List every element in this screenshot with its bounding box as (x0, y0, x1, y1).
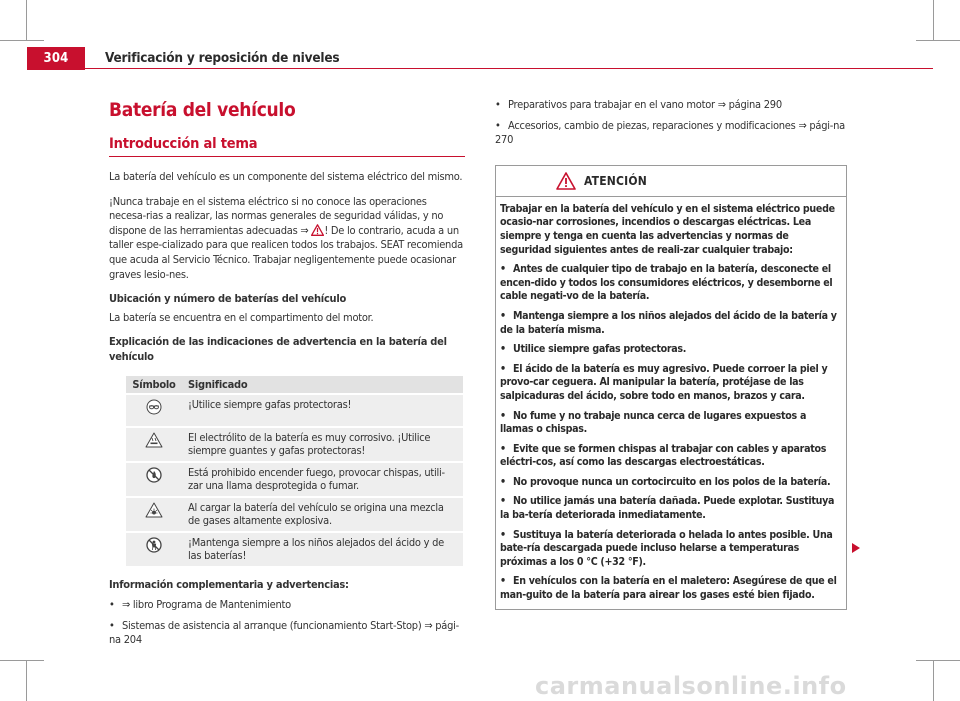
warning-title: ATENCIÓN (584, 173, 647, 188)
right-column (495, 98, 850, 610)
table-cell-meaning: Está prohibido encender fuego, provocar chispas, utili-zar una llama desprotegida o fumar. (182, 463, 463, 496)
table-cell-meaning: ¡Utilice siempre gafas protectoras! (182, 395, 463, 426)
warning-triangle-icon (556, 172, 576, 190)
warning-item: • Antes de cualquier tipo de trabajo en la batería, desconecte el encen-dido y todos los consumidores eléctricos, y desemborne el cable negati-vo de la batería. (500, 263, 842, 304)
warning-item: • No fume y no trabaje nunca cerca de lugares expuestos a llamas o chispas. (500, 410, 842, 437)
table-cell-meaning: Al cargar la batería del vehículo se origina una mezcla de gases altamente explosiva. (182, 498, 463, 531)
symbols-table (126, 374, 463, 568)
table-cell-meaning: ¡Mantenga siempre a los niños alejados del ácido y de las baterías! (182, 533, 463, 566)
list-item[interactable]: • Accesorios, cambio de piezas, reparaciones y modificaciones ⇒ pági-na 270 (495, 119, 850, 148)
warning-item: • Mantenga siempre a los niños alejados del ácido de la batería y de la batería misma. (500, 310, 842, 337)
table-row (126, 498, 463, 531)
crop-mark (0, 660, 44, 661)
table-row (126, 395, 463, 426)
intro-paragraph: La batería del vehículo es un componente del sistema eléctrico del mismo. (109, 170, 463, 183)
warning-box-body (496, 196, 846, 609)
subsection-title: Introducción al tema (109, 135, 465, 157)
crop-mark (26, 0, 27, 40)
battery-location-heading: Ubicación y número de baterías del vehículo (109, 292, 347, 306)
crop-mark (916, 660, 960, 661)
goggles-icon (146, 399, 162, 415)
table-header-row (126, 376, 463, 393)
left-column (109, 98, 465, 648)
warning-item: • Sustituya la batería deteriorada o helada lo antes posible. Una bate-ría descargada puede incluso helarse a temperaturas próximas a los 0 °C (+32 °F). (500, 529, 842, 570)
additional-info-heading: Información complementaria y advertencias: (109, 577, 349, 591)
keep-children-away-icon (146, 537, 162, 553)
warning-item: • No utilice jamás una batería dañada. Puede explotar. Sustituya la ba-tería deteriorada inmediatamente. (500, 495, 842, 522)
crop-mark (933, 661, 934, 701)
watermark: carmanualsonline.info (535, 672, 847, 700)
table-cell-meaning: El electrólito de la batería es muy corrosivo. ¡Utilice siempre guantes y gafas protectoras! (182, 428, 463, 461)
warning-item: • El ácido de la batería es muy agresivo. Puede corroer la piel y provo-car ceguera. Al manipular la batería, protéjase de las salpicaduras del ácido, sobre todo en manos, brazos y cara. (500, 363, 842, 404)
warning-box (495, 165, 847, 610)
crop-mark (0, 40, 44, 41)
list-item[interactable]: • ⇒ libro Programa de Mantenimiento (109, 598, 465, 613)
crop-mark (26, 661, 27, 701)
corrosive-icon (145, 432, 163, 448)
running-header: Verificación y reposición de niveles (105, 50, 340, 66)
warning-item: • No provoque nunca un cortocircuito en los polos de la batería. (500, 476, 842, 490)
list-item[interactable]: • Preparativos para trabajar en el vano motor ⇒ página 290 (495, 98, 850, 113)
warning-item: • Evite que se formen chispas al trabajar con cables y aparatos eléctri-cos, así como las descargas electroestáticas. (500, 443, 842, 470)
warning-paragraph (109, 195, 465, 283)
table-row (126, 428, 463, 461)
table-row (126, 463, 463, 496)
crop-mark (916, 40, 960, 41)
warning-triangle-icon[interactable] (311, 224, 324, 236)
warning-item: • En vehículos con la batería en el maletero: Asegúrese de que el man-guito de la batería para airear los gases esté bien fijado. (500, 575, 842, 602)
battery-labels-heading: Explicación de las indicaciones de advertencia en la batería del vehículo (109, 335, 447, 363)
explosive-icon (145, 502, 163, 518)
battery-location-text: La batería se encuentra en el compartimento del motor. (109, 310, 374, 324)
continue-arrow-icon[interactable] (851, 542, 861, 554)
no-fire-icon (146, 467, 162, 483)
list-item[interactable]: • Sistemas de asistencia al arranque (funcionamiento Start-Stop) ⇒ pági-na 204 (109, 619, 465, 648)
column-header-meaning: Significado (182, 376, 463, 393)
warning-item: • Utilice siempre gafas protectoras. (500, 343, 842, 357)
header-rule (85, 68, 933, 69)
section-title: Batería del vehículo (109, 99, 296, 121)
warning-paragraph-part2: ! De lo contrario, acuda a un taller espe-cializado para que realicen todos los trabajos. SEAT recomienda que acuda al Servicio Técnico. Trabajar negligentemente puede ocasionar graves lesio-nes. (109, 223, 463, 281)
page-number: 304 (27, 47, 85, 70)
warning-intro: Trabajar en la batería del vehículo y en el sistema eléctrico puede ocasio-nar corrosiones, incendios o descargas eléctricas. Lea siempre y tenga en cuenta las advertencias y normas de seguridad siguientes antes de reali-zar cualquier trabajo: (500, 202, 835, 256)
warning-box-header (496, 166, 846, 196)
table-row (126, 533, 463, 566)
crop-mark (933, 0, 934, 40)
warning-paragraph-part1: ¡Nunca trabaje en el sistema eléctrico si no conoce las operaciones necesa-rias a realizar, las normas generales de seguridad válidas, y no dispone de las herramientas adecuadas ⇒ (109, 194, 444, 237)
column-header-symbol: Símbolo (126, 376, 182, 393)
